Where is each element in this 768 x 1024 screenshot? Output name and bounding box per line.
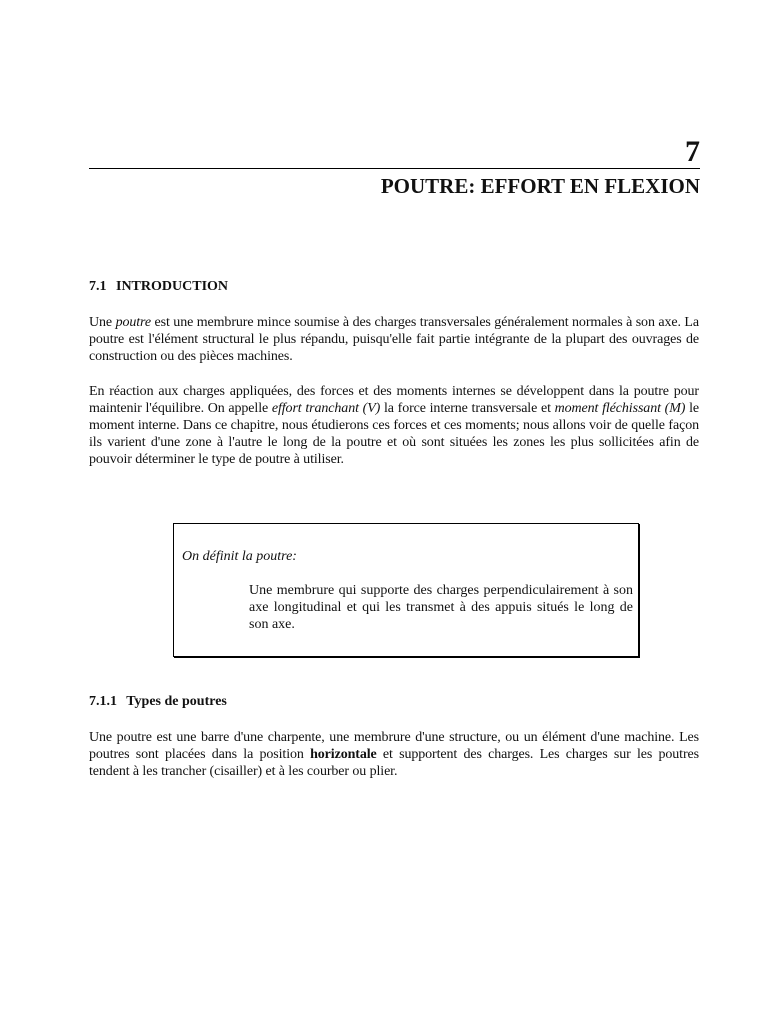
intro-p2-term-effort-tranchant: effort tranchant (V)	[271, 401, 381, 416]
types-p1-text-b: et supportent des charges. Les charges sur les poutres tendent à les trancher (cisailler) et à les courber ou plier.	[89, 747, 699, 779]
intro-p2-text-c: le moment interne. Dans ce chapitre, nous étudierons ces forces et ces moments; nous allons voir de quelle façon ils varient d'une zone à l'autre le long de la poutre et où sont situées les zones les plus sollicitées afin de pouvoir déterminer le type de poutre à utiliser.	[89, 401, 699, 467]
subsection-title: Types de poutres	[126, 694, 227, 709]
section-title: INTRODUCTION	[116, 279, 229, 294]
intro-p2-text-a: En réaction aux charges appliquées, des forces et des moments internes se développent dans la poutre pour maintenir l'équilibre. On appelle	[89, 384, 699, 416]
definition-box	[173, 523, 639, 657]
section-number: 7.1	[89, 279, 107, 294]
types-paragraph	[89, 729, 699, 780]
chapter-number: 7	[685, 135, 700, 168]
intro-p2-term-moment-flechissant: moment fléchissant (M)	[554, 401, 686, 416]
intro-paragraph-1	[89, 314, 699, 365]
intro-paragraph-2	[89, 383, 699, 468]
chapter-title: POUTRE: EFFORT EN FLEXION	[380, 174, 700, 198]
subsection-heading	[89, 693, 227, 711]
types-p1-term-horizontale: horizontale	[310, 747, 377, 762]
definition-title: On définit la poutre:	[182, 549, 297, 564]
types-p1-text-a: Une poutre est une barre d'une charpente, une membrure d'une structure, ou un élément d'une machine. Les poutres sont placées dans la position	[89, 730, 699, 762]
chapter-divider	[89, 168, 700, 169]
definition-text: Une membrure qui supporte des charges perpendiculairement à son axe longitudinal et qui les transmet à des appuis situés le long de son axe.	[249, 583, 633, 632]
intro-p1-text-a: Une	[89, 315, 116, 330]
intro-p1-text-b: est une membrure mince soumise à des charges transversales généralement normales à son axe. La poutre est l'élément structural le plus répandu, puisqu'elle fait partie intégrante de la plupart des ouvrages de construction ou des pièces machines.	[89, 315, 699, 364]
intro-p2-text-b: la force interne transversale et	[380, 401, 555, 416]
section-heading	[89, 278, 228, 296]
subsection-number: 7.1.1	[89, 694, 117, 709]
intro-p1-term-poutre: poutre	[115, 315, 151, 330]
